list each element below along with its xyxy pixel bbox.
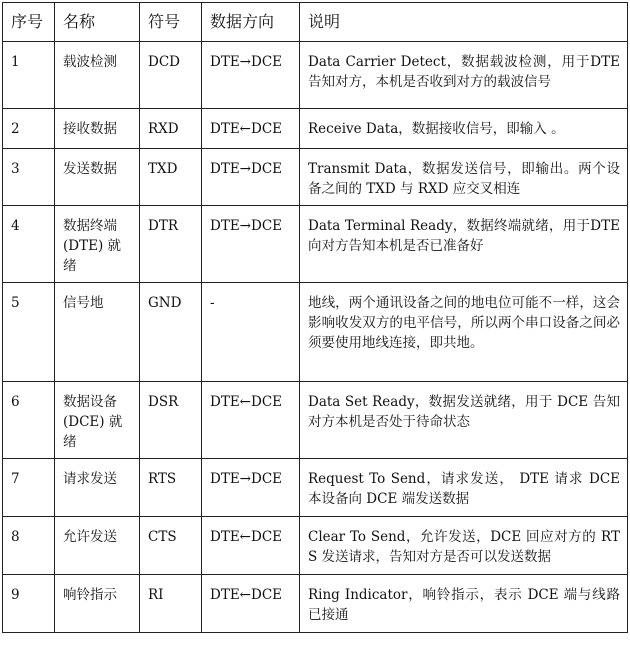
table-row [3, 459, 628, 517]
cell-symbol: CTS [140, 517, 202, 575]
cell-description: Ring Indicator，响铃指示，表示 DCE 端与线路已接通 [300, 575, 628, 633]
cell-name: 信号地 [55, 283, 140, 382]
table-row [3, 283, 628, 382]
cell-index: 1 [3, 42, 55, 109]
table-row [3, 149, 628, 206]
cell-index: 8 [3, 517, 55, 575]
cell-description: Clear To Send，允许发送，DCE 回应对方的 RTS 发送请求，告知对方是否可以发送数据 [300, 517, 628, 575]
table-row [3, 42, 628, 109]
cell-direction: DTE→DCE [202, 42, 300, 109]
cell-direction: DTE→DCE [202, 149, 300, 206]
cell-index: 3 [3, 149, 55, 206]
table-row [3, 206, 628, 283]
cell-direction: DTE←DCE [202, 382, 300, 459]
cell-name: 发送数据 [55, 149, 140, 206]
cell-description: Data Terminal Ready，数据终端就绪，用于DTE 向对方告知本机是否已准备好 [300, 206, 628, 283]
header-name: 名称 [55, 3, 140, 42]
cell-symbol: TXD [140, 149, 202, 206]
cell-index: 6 [3, 382, 55, 459]
cell-symbol: RI [140, 575, 202, 633]
cell-index: 2 [3, 109, 55, 149]
cell-description: 地线，两个通讯设备之间的地电位可能不一样，这会影响收发双方的电平信号，所以两个串口设备之间必须要使用地线连接，即共地。 [300, 283, 628, 382]
table-row [3, 575, 628, 633]
cell-direction: DTE←DCE [202, 575, 300, 633]
cell-direction: DTE←DCE [202, 109, 300, 149]
cell-direction: - [202, 283, 300, 382]
table-row [3, 382, 628, 459]
cell-index: 7 [3, 459, 55, 517]
cell-symbol: DCD [140, 42, 202, 109]
cell-description: Data Carrier Detect，数据载波检测，用于DTE 告知对方，本机是否收到对方的载波信号 [300, 42, 628, 109]
cell-index: 4 [3, 206, 55, 283]
header-index: 序号 [3, 3, 55, 42]
cell-direction: DTE→DCE [202, 459, 300, 517]
cell-index: 9 [3, 575, 55, 633]
cell-symbol: GND [140, 283, 202, 382]
table-row [3, 517, 628, 575]
cell-description: Transmit Data，数据发送信号，即输出。两个设备之间的 TXD 与 RXD 应交叉相连 [300, 149, 628, 206]
serial-signal-table [2, 2, 628, 633]
cell-name: 请求发送 [55, 459, 140, 517]
cell-description: Request To Send，请求发送， DTE 请求 DCE 本设备向 DCE 端发送数据 [300, 459, 628, 517]
cell-symbol: RXD [140, 109, 202, 149]
cell-description: Receive Data，数据接收信号，即输入 。 [300, 109, 628, 149]
cell-name: 响铃指示 [55, 575, 140, 633]
cell-symbol: DSR [140, 382, 202, 459]
cell-description: Data Set Ready，数据发送就绪，用于 DCE 告知对方本机是否处于待命状态 [300, 382, 628, 459]
cell-direction: DTE←DCE [202, 517, 300, 575]
table-header-row [3, 3, 628, 42]
cell-direction: DTE→DCE [202, 206, 300, 283]
cell-name: 允许发送 [55, 517, 140, 575]
cell-symbol: RTS [140, 459, 202, 517]
cell-name: 载波检测 [55, 42, 140, 109]
cell-symbol: DTR [140, 206, 202, 283]
table-row [3, 109, 628, 149]
cell-name: 数据终端(DTE) 就绪 [55, 206, 140, 283]
header-direction: 数据方向 [202, 3, 300, 42]
cell-name: 接收数据 [55, 109, 140, 149]
header-description: 说明 [300, 3, 628, 42]
cell-name: 数据设备(DCE) 就绪 [55, 382, 140, 459]
header-symbol: 符号 [140, 3, 202, 42]
cell-index: 5 [3, 283, 55, 382]
